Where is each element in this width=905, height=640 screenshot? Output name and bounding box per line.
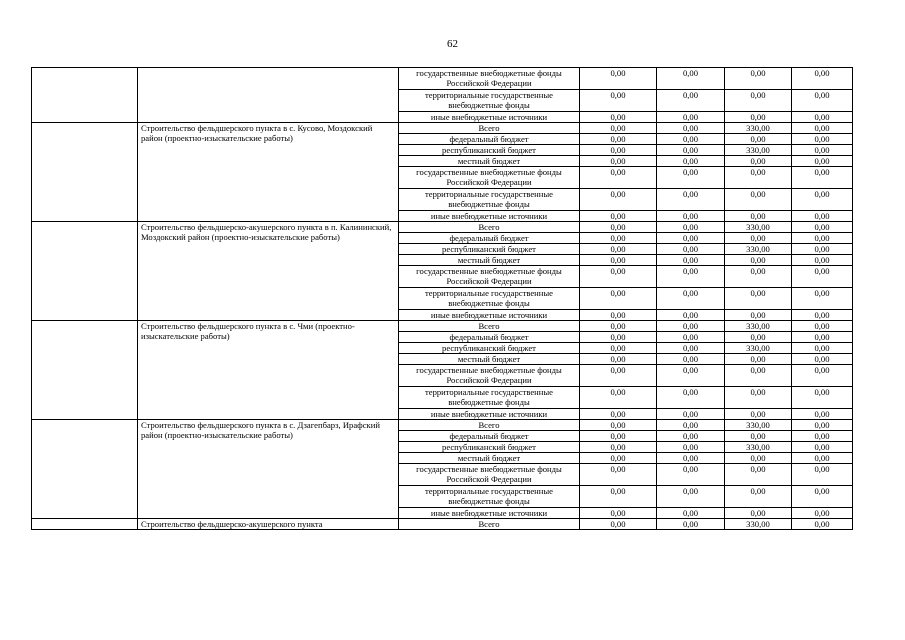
amount-cell: 0,00: [792, 365, 853, 387]
amount-cell: 0,00: [580, 343, 657, 354]
amount-cell: 0,00: [725, 68, 792, 90]
amount-cell: 0,00: [580, 365, 657, 387]
funding-source-cell: территориальные государственные внебюджетные фонды: [399, 387, 580, 409]
funding-source-cell: Всего: [399, 519, 580, 530]
funding-source-cell: федеральный бюджет: [399, 431, 580, 442]
project-name-cell: Строительство фельдшерского пункта в с. Кусово, Моздокский район (проектно-изыскательские работы): [138, 123, 399, 222]
row-number-cell: [32, 222, 138, 321]
amount-cell: 0,00: [792, 167, 853, 189]
amount-cell: 0,00: [725, 134, 792, 145]
funding-source-cell: местный бюджет: [399, 156, 580, 167]
amount-cell: 0,00: [725, 288, 792, 310]
amount-cell: 0,00: [792, 255, 853, 266]
page-number: 62: [447, 38, 458, 50]
funding-source-cell: федеральный бюджет: [399, 233, 580, 244]
row-number-cell: [32, 68, 138, 123]
amount-cell: 0,00: [725, 211, 792, 222]
amount-cell: 0,00: [792, 409, 853, 420]
amount-cell: 0,00: [725, 167, 792, 189]
amount-cell: 0,00: [580, 288, 657, 310]
funding-source-cell: местный бюджет: [399, 255, 580, 266]
amount-cell: 0,00: [657, 288, 725, 310]
table-row: [32, 68, 853, 90]
table-row: [32, 519, 853, 530]
amount-cell: 0,00: [792, 222, 853, 233]
amount-cell: 0,00: [580, 354, 657, 365]
amount-cell: 0,00: [657, 508, 725, 519]
amount-cell: 0,00: [657, 233, 725, 244]
project-name-cell: Строительство фельдшерского пункта в с. Дзагепбарз, Ирафский район (проектно-изыскательские работы): [138, 420, 399, 519]
amount-cell: 330,00: [725, 343, 792, 354]
amount-cell: 330,00: [725, 145, 792, 156]
amount-cell: 0,00: [580, 145, 657, 156]
amount-cell: 0,00: [657, 90, 725, 112]
amount-cell: 0,00: [580, 134, 657, 145]
funding-source-cell: республиканский бюджет: [399, 442, 580, 453]
row-number-cell: [32, 420, 138, 519]
funding-source-cell: иные внебюджетные источники: [399, 310, 580, 321]
amount-cell: 0,00: [725, 464, 792, 486]
amount-cell: 0,00: [580, 332, 657, 343]
amount-cell: 330,00: [725, 244, 792, 255]
project-name-cell: Строительство фельдшерско-акушерского пункта в п. Калининский, Моздокский район (проектно-изыскательские работы): [138, 222, 399, 321]
amount-cell: 0,00: [657, 167, 725, 189]
amount-cell: 0,00: [580, 112, 657, 123]
amount-cell: 0,00: [792, 233, 853, 244]
funding-source-cell: государственные внебюджетные фонды Российской Федерации: [399, 167, 580, 189]
project-name-cell: Строительство фельдшерско-акушерского пункта: [138, 519, 399, 530]
amount-cell: 0,00: [580, 211, 657, 222]
amount-cell: 0,00: [792, 354, 853, 365]
funding-source-cell: Всего: [399, 321, 580, 332]
amount-cell: 0,00: [580, 409, 657, 420]
amount-cell: 0,00: [725, 255, 792, 266]
amount-cell: 330,00: [725, 420, 792, 431]
amount-cell: 0,00: [657, 354, 725, 365]
amount-cell: 0,00: [792, 68, 853, 90]
funding-source-cell: иные внебюджетные источники: [399, 112, 580, 123]
amount-cell: 0,00: [580, 167, 657, 189]
row-number-cell: [32, 123, 138, 222]
amount-cell: 0,00: [792, 321, 853, 332]
amount-cell: 0,00: [580, 255, 657, 266]
amount-cell: 0,00: [657, 134, 725, 145]
amount-cell: 0,00: [657, 409, 725, 420]
amount-cell: 0,00: [580, 442, 657, 453]
amount-cell: 0,00: [580, 508, 657, 519]
row-number-cell: [32, 321, 138, 420]
project-name-cell: [138, 68, 399, 123]
amount-cell: 0,00: [580, 222, 657, 233]
amount-cell: 0,00: [792, 266, 853, 288]
amount-cell: 0,00: [792, 431, 853, 442]
amount-cell: 0,00: [792, 464, 853, 486]
amount-cell: 0,00: [657, 464, 725, 486]
funding-source-cell: государственные внебюджетные фонды Российской Федерации: [399, 464, 580, 486]
funding-source-cell: республиканский бюджет: [399, 244, 580, 255]
amount-cell: 0,00: [580, 233, 657, 244]
amount-cell: 0,00: [725, 112, 792, 123]
amount-cell: 0,00: [657, 387, 725, 409]
funding-source-cell: местный бюджет: [399, 453, 580, 464]
funding-source-cell: иные внебюджетные источники: [399, 508, 580, 519]
amount-cell: 0,00: [657, 453, 725, 464]
amount-cell: 330,00: [725, 222, 792, 233]
amount-cell: 0,00: [657, 112, 725, 123]
amount-cell: 0,00: [657, 255, 725, 266]
amount-cell: 0,00: [792, 211, 853, 222]
amount-cell: 0,00: [580, 90, 657, 112]
amount-cell: 0,00: [657, 486, 725, 508]
amount-cell: 0,00: [657, 420, 725, 431]
amount-cell: 0,00: [580, 464, 657, 486]
funding-source-cell: государственные внебюджетные фонды Российской Федерации: [399, 365, 580, 387]
amount-cell: 0,00: [657, 189, 725, 211]
amount-cell: 0,00: [792, 332, 853, 343]
amount-cell: 0,00: [792, 244, 853, 255]
amount-cell: 0,00: [725, 90, 792, 112]
funding-source-cell: местный бюджет: [399, 354, 580, 365]
funding-source-cell: государственные внебюджетные фонды Российской Федерации: [399, 68, 580, 90]
amount-cell: 330,00: [725, 442, 792, 453]
amount-cell: 0,00: [792, 156, 853, 167]
amount-cell: 0,00: [580, 519, 657, 530]
amount-cell: 0,00: [657, 343, 725, 354]
amount-cell: 0,00: [792, 453, 853, 464]
table-row: [32, 420, 853, 431]
amount-cell: 0,00: [657, 310, 725, 321]
amount-cell: 0,00: [725, 310, 792, 321]
amount-cell: 0,00: [792, 123, 853, 134]
amount-cell: 0,00: [792, 442, 853, 453]
amount-cell: 0,00: [725, 409, 792, 420]
amount-cell: 0,00: [792, 420, 853, 431]
amount-cell: 0,00: [657, 266, 725, 288]
amount-cell: 0,00: [657, 211, 725, 222]
funding-source-cell: республиканский бюджет: [399, 145, 580, 156]
amount-cell: 0,00: [580, 156, 657, 167]
amount-cell: 330,00: [725, 519, 792, 530]
amount-cell: 0,00: [725, 266, 792, 288]
amount-cell: 330,00: [725, 123, 792, 134]
amount-cell: 0,00: [725, 354, 792, 365]
amount-cell: 0,00: [792, 90, 853, 112]
amount-cell: 0,00: [792, 145, 853, 156]
amount-cell: 0,00: [725, 332, 792, 343]
amount-cell: 0,00: [725, 365, 792, 387]
amount-cell: 0,00: [580, 387, 657, 409]
funding-source-cell: иные внебюджетные источники: [399, 409, 580, 420]
funding-source-cell: иные внебюджетные источники: [399, 211, 580, 222]
funding-source-cell: Всего: [399, 420, 580, 431]
table-row: [32, 321, 853, 332]
amount-cell: 0,00: [580, 68, 657, 90]
amount-cell: 0,00: [792, 189, 853, 211]
amount-cell: 0,00: [657, 244, 725, 255]
amount-cell: 0,00: [580, 453, 657, 464]
budget-table-body: [32, 68, 853, 530]
amount-cell: 0,00: [792, 343, 853, 354]
funding-source-cell: территориальные государственные внебюджетные фонды: [399, 288, 580, 310]
amount-cell: 0,00: [725, 156, 792, 167]
funding-source-cell: федеральный бюджет: [399, 134, 580, 145]
amount-cell: 0,00: [725, 453, 792, 464]
amount-cell: 0,00: [792, 112, 853, 123]
amount-cell: 0,00: [657, 123, 725, 134]
amount-cell: 0,00: [792, 508, 853, 519]
funding-source-cell: Всего: [399, 123, 580, 134]
project-name-cell: Строительство фельдшерского пункта в с. Чми (проектно-изыскательские работы): [138, 321, 399, 420]
amount-cell: 0,00: [792, 519, 853, 530]
amount-cell: 0,00: [580, 486, 657, 508]
amount-cell: 0,00: [725, 387, 792, 409]
amount-cell: 0,00: [792, 387, 853, 409]
amount-cell: 0,00: [657, 156, 725, 167]
amount-cell: 0,00: [657, 431, 725, 442]
table-row: [32, 222, 853, 233]
funding-source-cell: территориальные государственные внебюджетные фонды: [399, 486, 580, 508]
amount-cell: 0,00: [580, 420, 657, 431]
amount-cell: 0,00: [725, 233, 792, 244]
amount-cell: 0,00: [792, 288, 853, 310]
amount-cell: 0,00: [580, 244, 657, 255]
amount-cell: 0,00: [580, 310, 657, 321]
funding-source-cell: территориальные государственные внебюджетные фонды: [399, 90, 580, 112]
funding-source-cell: республиканский бюджет: [399, 343, 580, 354]
amount-cell: 0,00: [725, 431, 792, 442]
amount-cell: 0,00: [580, 266, 657, 288]
amount-cell: 0,00: [657, 222, 725, 233]
funding-source-cell: территориальные государственные внебюджетные фонды: [399, 189, 580, 211]
amount-cell: 0,00: [657, 145, 725, 156]
row-number-cell: [32, 519, 138, 530]
amount-cell: 0,00: [580, 123, 657, 134]
budget-table: [31, 67, 853, 530]
amount-cell: 0,00: [792, 310, 853, 321]
amount-cell: 0,00: [580, 321, 657, 332]
amount-cell: 0,00: [657, 442, 725, 453]
amount-cell: 0,00: [725, 508, 792, 519]
funding-source-cell: федеральный бюджет: [399, 332, 580, 343]
amount-cell: 0,00: [657, 365, 725, 387]
amount-cell: 0,00: [580, 431, 657, 442]
amount-cell: 330,00: [725, 321, 792, 332]
amount-cell: 0,00: [657, 68, 725, 90]
amount-cell: 0,00: [792, 134, 853, 145]
amount-cell: 0,00: [657, 321, 725, 332]
amount-cell: 0,00: [657, 332, 725, 343]
table-row: [32, 123, 853, 134]
amount-cell: 0,00: [725, 486, 792, 508]
amount-cell: 0,00: [657, 519, 725, 530]
amount-cell: 0,00: [725, 189, 792, 211]
funding-source-cell: государственные внебюджетные фонды Российской Федерации: [399, 266, 580, 288]
amount-cell: 0,00: [580, 189, 657, 211]
amount-cell: 0,00: [792, 486, 853, 508]
funding-source-cell: Всего: [399, 222, 580, 233]
